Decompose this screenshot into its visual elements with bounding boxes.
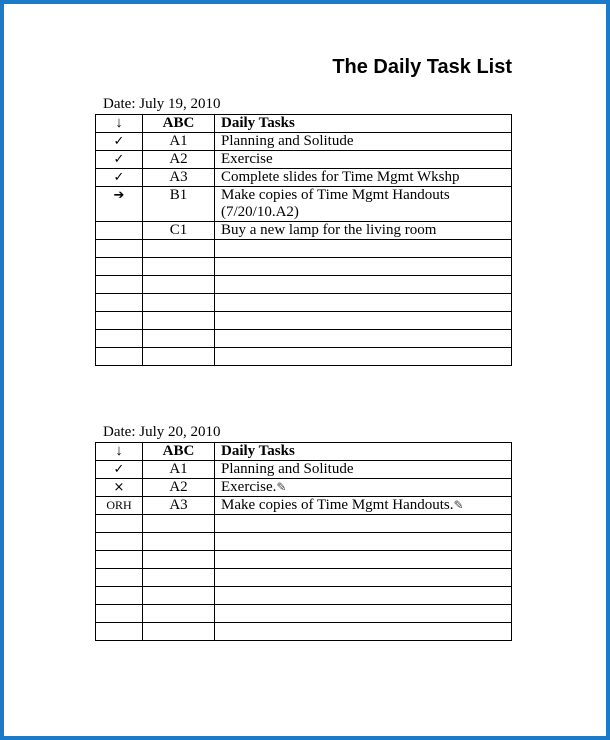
table-row	[96, 169, 512, 187]
table-row	[96, 479, 512, 497]
priority-column-header	[143, 443, 215, 461]
status-cell	[96, 515, 143, 533]
task-cell-text: Exercise.	[221, 479, 277, 495]
status-cell	[96, 222, 143, 240]
priority-cell	[143, 533, 215, 551]
task-cell	[215, 276, 512, 294]
priority-cell	[143, 294, 215, 312]
table-header-row	[96, 115, 512, 133]
task-column-header	[215, 443, 512, 461]
table-row	[96, 515, 512, 533]
table-row	[96, 533, 512, 551]
task-cell	[215, 133, 512, 151]
status-column-header-text: ↓	[115, 115, 123, 131]
task-cell	[215, 551, 512, 569]
priority-cell	[143, 312, 215, 330]
task-cell-text: Exercise	[221, 151, 273, 167]
task-cell	[215, 151, 512, 169]
priority-cell-text: A2	[169, 479, 188, 495]
priority-cell	[143, 605, 215, 623]
x-icon	[96, 479, 143, 497]
status-column-header	[96, 443, 143, 461]
priority-cell-text: A1	[169, 133, 188, 149]
priority-cell-text: A3	[169, 169, 188, 185]
table-row	[96, 312, 512, 330]
priority-cell-text: A2	[169, 151, 188, 167]
task-cell	[215, 169, 512, 187]
page-title: The Daily Task List	[332, 56, 512, 78]
table-row	[96, 569, 512, 587]
task-column-header-text: Daily Tasks	[221, 443, 295, 459]
status-cell	[96, 497, 143, 515]
check-icon-text: ✓	[113, 462, 125, 477]
priority-cell	[143, 569, 215, 587]
status-column-header	[96, 115, 143, 133]
priority-cell	[143, 151, 215, 169]
list-2-date: Date: July 20, 2010	[103, 424, 221, 440]
priority-cell-text: C1	[169, 222, 188, 238]
table-row	[96, 187, 512, 222]
status-cell	[96, 551, 143, 569]
task-cell-text: Make copies of Time Mgmt Handouts.	[221, 497, 454, 513]
task-cell	[215, 605, 512, 623]
status-column-header-text: ↓	[115, 443, 123, 459]
check-icon	[96, 169, 143, 187]
task-column-header-text: Daily Tasks	[221, 115, 295, 131]
priority-cell	[143, 348, 215, 366]
priority-cell	[143, 169, 215, 187]
pencil-icon: ✎	[453, 498, 464, 512]
table-row	[96, 605, 512, 623]
task-cell-text: Complete slides for Time Mgmt Wkshp	[221, 169, 460, 185]
status-cell	[96, 240, 143, 258]
list-1-date: Date: July 19, 2010	[103, 96, 221, 112]
table-row	[96, 276, 512, 294]
status-cell	[96, 258, 143, 276]
table-row	[96, 551, 512, 569]
table-row	[96, 222, 512, 240]
priority-cell-text: A1	[169, 461, 188, 477]
table-row	[96, 151, 512, 169]
priority-cell	[143, 240, 215, 258]
task-cell	[215, 533, 512, 551]
status-cell	[96, 623, 143, 641]
task-cell	[215, 258, 512, 276]
task-cell	[215, 587, 512, 605]
task-cell	[215, 515, 512, 533]
priority-cell-text: A3	[169, 497, 188, 513]
task-cell	[215, 348, 512, 366]
priority-column-header	[143, 115, 215, 133]
status-cell	[96, 294, 143, 312]
arrow-right-icon-text: ➔	[113, 188, 125, 203]
arrow-right-icon	[96, 187, 143, 222]
table-row	[96, 348, 512, 366]
task-cell	[215, 187, 512, 222]
task-column-header	[215, 115, 512, 133]
status-cell	[96, 348, 143, 366]
task-cell-text: Planning and Solitude	[221, 133, 354, 149]
priority-cell	[143, 222, 215, 240]
table-header-row	[96, 443, 512, 461]
priority-cell	[143, 497, 215, 515]
table-row	[96, 133, 512, 151]
priority-column-header-text: ABC	[162, 115, 195, 131]
task-cell-text: Buy a new lamp for the living room	[221, 222, 437, 238]
task-cell	[215, 497, 512, 515]
table-row	[96, 240, 512, 258]
task-cell	[215, 569, 512, 587]
task-cell	[215, 461, 512, 479]
check-icon-text: ✓	[113, 170, 125, 185]
task-cell	[215, 479, 512, 497]
task-table-july-19	[95, 114, 512, 366]
task-cell-text: Planning and Solitude	[221, 461, 354, 477]
status-cell	[96, 312, 143, 330]
priority-cell-text: B1	[169, 187, 188, 203]
task-table-july-20	[95, 442, 512, 641]
table-row	[96, 461, 512, 479]
status-cell	[96, 587, 143, 605]
task-cell	[215, 222, 512, 240]
task-cell	[215, 294, 512, 312]
table-row	[96, 258, 512, 276]
task-cell	[215, 312, 512, 330]
table-row	[96, 623, 512, 641]
status-cell	[96, 276, 143, 294]
priority-cell	[143, 133, 215, 151]
pencil-icon: ✎	[276, 480, 287, 494]
table-row	[96, 497, 512, 515]
task-cell	[215, 330, 512, 348]
x-icon-text: ×	[113, 480, 125, 495]
priority-cell	[143, 623, 215, 641]
priority-cell	[143, 515, 215, 533]
priority-cell	[143, 587, 215, 605]
status-cell	[96, 533, 143, 551]
check-icon-text: ✓	[113, 134, 125, 149]
status-cell-text: ORH	[106, 498, 132, 512]
priority-cell	[143, 330, 215, 348]
priority-cell	[143, 187, 215, 222]
status-cell	[96, 605, 143, 623]
task-cell	[215, 240, 512, 258]
priority-column-header-text: ABC	[162, 443, 195, 459]
status-cell	[96, 330, 143, 348]
status-cell	[96, 569, 143, 587]
check-icon-text: ✓	[113, 152, 125, 167]
task-cell-text: Make copies of Time Mgmt Handouts (7/20/10.A2)	[221, 187, 450, 220]
priority-cell	[143, 276, 215, 294]
table-row	[96, 294, 512, 312]
task-cell	[215, 623, 512, 641]
table-row	[96, 587, 512, 605]
priority-cell	[143, 258, 215, 276]
check-icon	[96, 461, 143, 479]
check-icon	[96, 151, 143, 169]
table-row	[96, 330, 512, 348]
check-icon	[96, 133, 143, 151]
priority-cell	[143, 551, 215, 569]
priority-cell	[143, 479, 215, 497]
priority-cell	[143, 461, 215, 479]
